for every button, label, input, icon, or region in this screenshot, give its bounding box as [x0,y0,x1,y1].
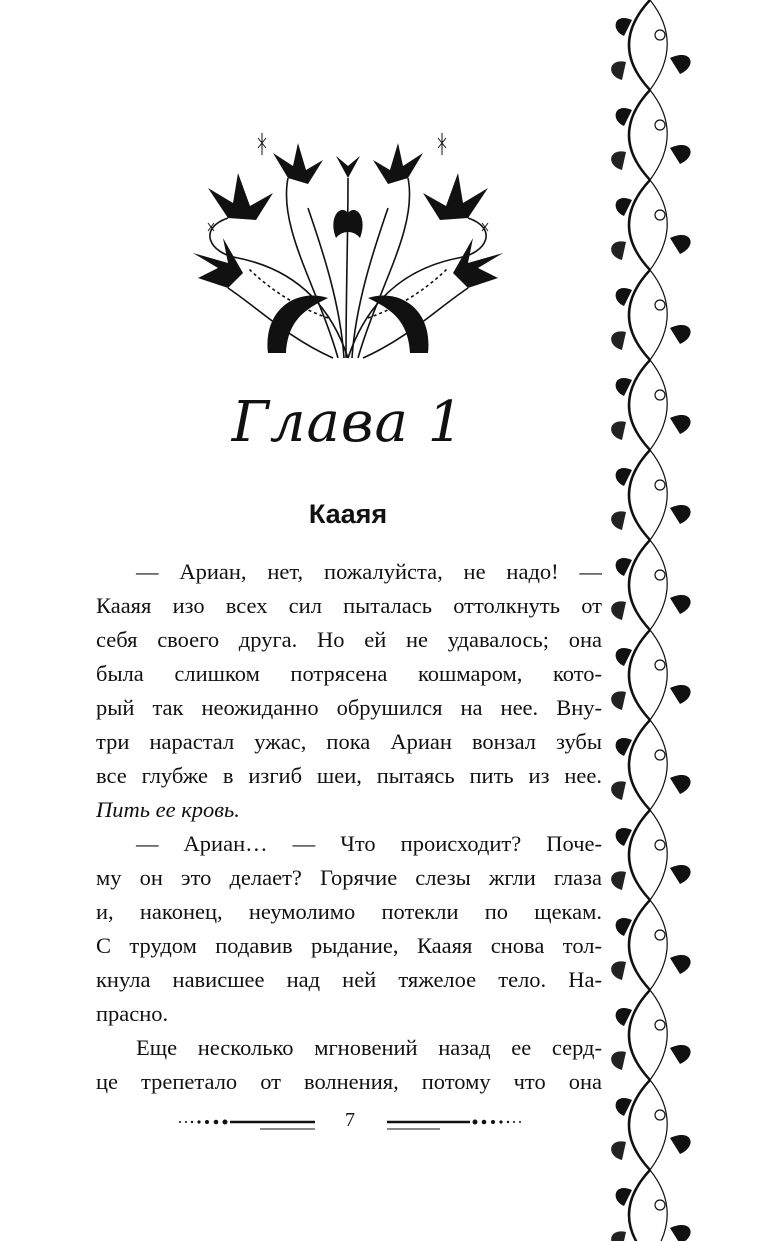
text-line: — Ариан… — Что происходит? Почe- [136,831,602,856]
text-line: рый так неожиданно обрушился на нее. Вну- [96,695,602,720]
text-line: С трудом подавив рыдание, Кааяя снова тол- [96,933,602,958]
text-line: была слишком потрясена кошмаром, кото- [96,661,602,686]
floral-ornament-icon [168,118,528,368]
text-line: все глубже в изгиб шеи, пытаясь пить из нее. [96,763,602,788]
page-number: 7 [345,1109,355,1131]
text-line: кнула нависшее над ней тяжелое тело. На- [96,967,602,992]
text-line: Еще несколько мгновений назад ее серд- [136,1035,602,1060]
text-line: — Ариан, нет, пожалуйста, не надо! — [136,559,602,584]
chapter-title: Глава 1 [231,390,465,455]
text-line: Кааяя изо всех сил пыталась оттолкнуть от [96,593,602,618]
text-line: три нарастал ужас, пока Ариан вонзал зубы [96,729,602,754]
body-text [96,555,602,1099]
text-line: це трепетало от волнения, потому что она [96,1069,602,1094]
chapter-name: Кааяя [308,499,388,529]
vine-border-icon [602,0,768,1241]
text-line: и, наконец, неумолимо потекли по щекам. [96,899,602,924]
text-line: себя своего друга. Но ей не удавалось; она [96,627,602,652]
text-line: Пить ее кровь. [96,797,240,822]
page-footer [175,1104,525,1140]
text-line: прасно. [96,1001,169,1026]
text-line: му он это делает? Горячие слезы жгли глаза [96,865,602,890]
